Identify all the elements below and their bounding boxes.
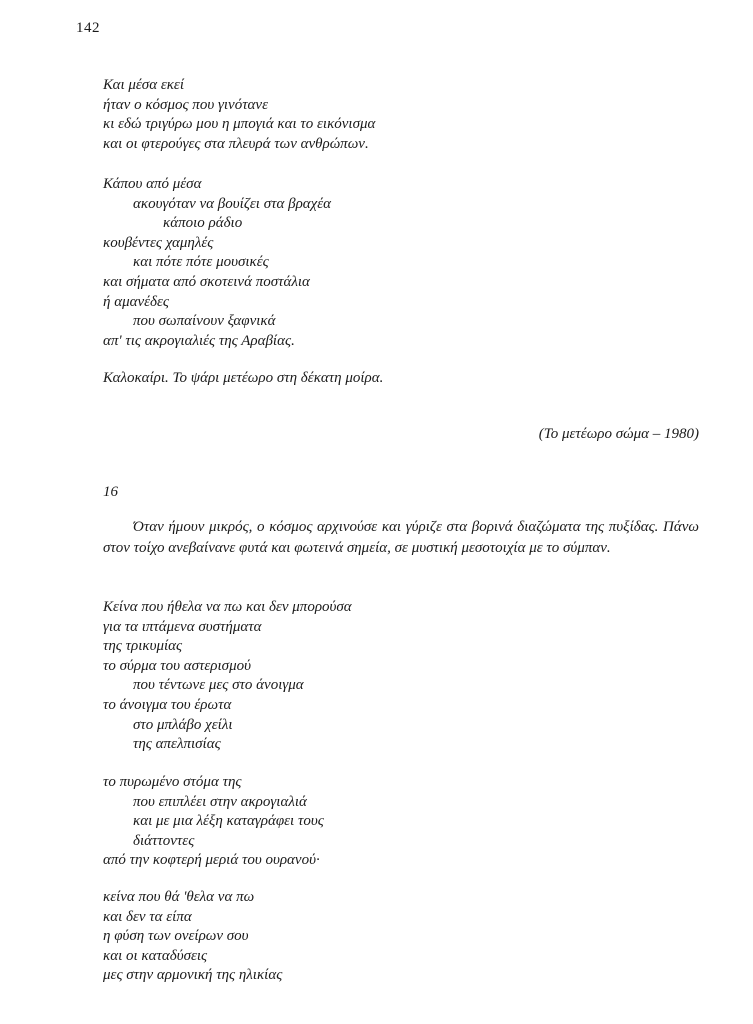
verse-line: το πυρωμένο στόμα της [103, 774, 242, 790]
verse-line: που επιπλέει στην ακρογιαλιά [133, 793, 307, 810]
page-number: 142 [76, 20, 100, 36]
verse-line: της απελπισίας [133, 736, 221, 753]
verse-line: κείνα που θά 'θελα να πω [103, 889, 255, 905]
verse-line: και οι φτερούγες στα πλευρά των ανθρώπων. [103, 135, 369, 152]
verse-line: και δεν τα είπα [103, 908, 192, 925]
stanza-4 [103, 598, 352, 755]
verse-line: της τρικυμίας [103, 638, 183, 655]
verse-line: το άνοιγμα του έρωτα [103, 696, 232, 713]
verse-line: απ' τις ακρογιαλιές της Αραβίας. [103, 332, 295, 349]
verse-line: για τα ιπτάμενα συστήματα [103, 618, 262, 635]
prose-paragraph: Όταν ήμουν μικρός, ο κόσμος αρχινούσε και γύριζε στα βορινά διαζώματα της πυξίδας. Πάνω στον τοίχο ανεβαίνανε φυτά και φωτεινά σημεία, σε μυστική μεσοτοιχία με το σύμπαν. [103, 519, 699, 556]
verse-line: το σύρμα του αστερισμού [103, 657, 251, 674]
verse-line: ακουγόταν να βουίζει στα βραχέα [133, 195, 332, 212]
verse-line: ήταν ο κόσμος που γινότανε [103, 96, 268, 113]
verse-line: κουβέντες χαμηλές [103, 234, 214, 251]
verse-line: και με μια λέξη καταγράφει τους [133, 813, 324, 830]
stanza-2 [103, 175, 331, 351]
poem-number: 16 [103, 484, 118, 500]
stanza-1 [103, 76, 375, 154]
verse-line: που τέντωνε μες στο άνοιγμα [133, 677, 304, 694]
verse-line: στο μπλάβο χείλι [133, 716, 233, 733]
verse-line: κάποιο ράδιο [163, 215, 243, 232]
verse-line: ή αμανέδες [103, 293, 170, 310]
verse-line: και σήματα από σκοτεινά ποστάλια [103, 273, 310, 290]
verse-line: και πότε πότε μουσικές [133, 254, 269, 271]
verse-line: μες στην αρμονική της ηλικίας [103, 967, 283, 984]
verse-line: Και μέσα εκεί [103, 77, 185, 93]
verse-line: Κάπου από μέσα [103, 176, 202, 192]
source-citation: (Το μετέωρο σώμα – 1980) [538, 426, 699, 442]
verse-line: Καλοκαίρι. Το ψάρι μετέωρο στη δέκατη μοίρα. [103, 370, 384, 386]
verse-line: η φύση των ονείρων σου [103, 928, 249, 945]
verse-line: διάττοντες [133, 832, 195, 849]
stanza-3 [103, 369, 383, 389]
verse-line: και οι καταδύσεις [103, 947, 208, 964]
stanza-5 [103, 773, 324, 871]
verse-line: Κείνα που ήθελα να πω και δεν μπορούσα [103, 599, 352, 615]
verse-line: που σωπαίνουν ξαφνικά [133, 313, 276, 330]
stanza-6 [103, 888, 282, 986]
verse-line: από την κοφτερή μεριά του ουρανού· [103, 852, 320, 869]
verse-line: κι εδώ τριγύρω μου η μπογιά και το εικόνισμα [103, 116, 376, 133]
